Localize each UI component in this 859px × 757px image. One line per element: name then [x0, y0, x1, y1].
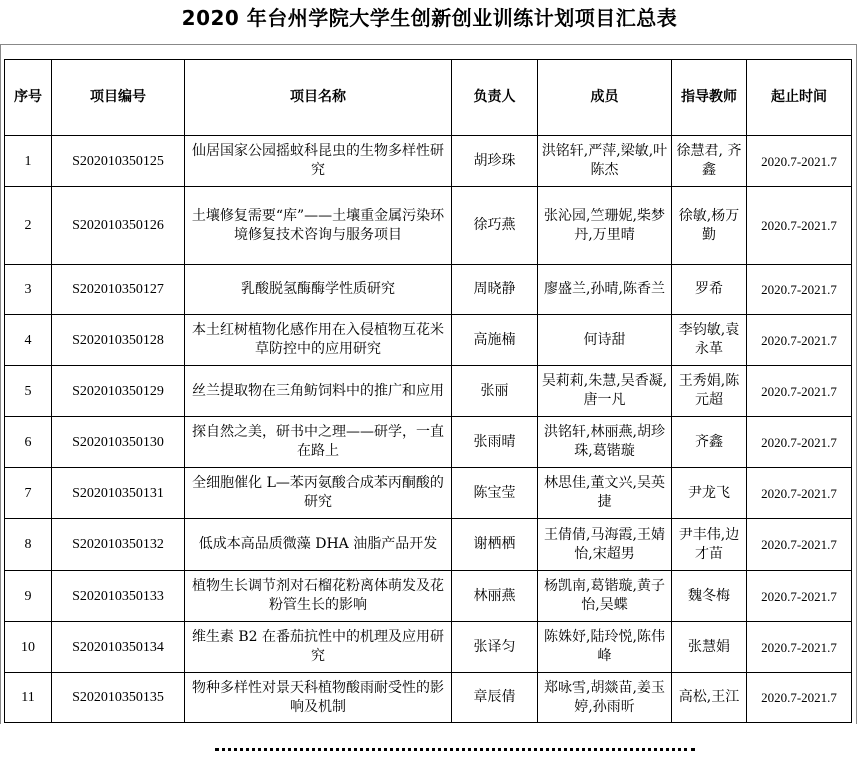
page-title: 2020 年台州学院大学生创新创业训练计划项目汇总表 [181, 6, 678, 30]
cell-name: 植物生长调节剂对石榴花粉离体萌发及花粉管生长的影响 [185, 571, 452, 622]
cell-leader: 章辰倩 [452, 673, 538, 723]
header-advisor: 指导教师 [672, 60, 747, 136]
table-row [5, 366, 852, 417]
cell-idx: 4 [5, 315, 52, 366]
header-leader: 负责人 [452, 60, 538, 136]
cell-advisor: 李钧敏,袁永革 [672, 315, 747, 366]
cell-advisor: 魏冬梅 [672, 571, 747, 622]
cell-period: 2020.7-2021.7 [747, 622, 852, 673]
cell-idx: 5 [5, 366, 52, 417]
cell-code: S202010350131 [52, 468, 185, 519]
cell-idx: 8 [5, 519, 52, 571]
table-row [5, 187, 852, 265]
cropped-next-title [0, 740, 859, 754]
cell-idx: 1 [5, 136, 52, 187]
cell-members: 张沁园,竺珊妮,柴梦丹,万里晴 [538, 187, 672, 265]
cell-members: 林思佳,董文兴,吴英捷 [538, 468, 672, 519]
table-row [5, 468, 852, 519]
cell-period: 2020.7-2021.7 [747, 468, 852, 519]
cell-members: 洪铭轩,严萍,梁敏,叶陈杰 [538, 136, 672, 187]
cell-idx: 3 [5, 265, 52, 315]
cell-period: 2020.7-2021.7 [747, 571, 852, 622]
table-row [5, 315, 852, 366]
cell-leader: 高施楠 [452, 315, 538, 366]
table-row [5, 673, 852, 723]
cell-advisor: 徐慧君, 齐 鑫 [672, 136, 747, 187]
cell-name: 乳酸脱氢酶酶学性质研究 [185, 265, 452, 315]
cell-members: 何诗甜 [538, 315, 672, 366]
cell-advisor: 尹龙飞 [672, 468, 747, 519]
table-row [5, 571, 852, 622]
cell-period: 2020.7-2021.7 [747, 136, 852, 187]
cell-name: 探自然之美，研书中之理——研学，一直在路上 [185, 417, 452, 468]
cell-code: S202010350133 [52, 571, 185, 622]
cell-advisor: 尹丰伟,边才苗 [672, 519, 747, 571]
cell-period: 2020.7-2021.7 [747, 673, 852, 723]
cell-name: 物种多样性对景天科植物酸雨耐受性的影响及机制 [185, 673, 452, 723]
cell-leader: 张译匀 [452, 622, 538, 673]
cell-leader: 陈宝莹 [452, 468, 538, 519]
cell-members: 陈姝妤,陆玲悦,陈伟峰 [538, 622, 672, 673]
cell-idx: 6 [5, 417, 52, 468]
cell-advisor: 张慧娟 [672, 622, 747, 673]
cell-code: S202010350132 [52, 519, 185, 571]
header-name: 项目名称 [185, 60, 452, 136]
table-row [5, 136, 852, 187]
cell-name: 土壤修复需要“库”——土壤重金属污染环境修复技术咨询与服务项目 [185, 187, 452, 265]
cell-leader: 张雨晴 [452, 417, 538, 468]
cell-leader: 徐巧燕 [452, 187, 538, 265]
cell-period: 2020.7-2021.7 [747, 265, 852, 315]
table-row [5, 417, 852, 468]
cell-code: S202010350127 [52, 265, 185, 315]
cell-advisor: 齐鑫 [672, 417, 747, 468]
cell-idx: 11 [5, 673, 52, 723]
cell-leader: 林丽燕 [452, 571, 538, 622]
cell-idx: 7 [5, 468, 52, 519]
cropped-text-strip [215, 748, 695, 757]
cell-code: S202010350125 [52, 136, 185, 187]
cell-code: S202010350134 [52, 622, 185, 673]
table-row [5, 519, 852, 571]
header-code: 项目编号 [52, 60, 185, 136]
cell-leader: 谢栖栖 [452, 519, 538, 571]
cell-code: S202010350135 [52, 673, 185, 723]
cell-leader: 张丽 [452, 366, 538, 417]
cell-advisor: 高松,王江 [672, 673, 747, 723]
cell-name: 维生素 B2 在番茄抗性中的机理及应用研究 [185, 622, 452, 673]
cell-leader: 周晓静 [452, 265, 538, 315]
cell-advisor: 王秀娟,陈元超 [672, 366, 747, 417]
cell-code: S202010350128 [52, 315, 185, 366]
cell-idx: 2 [5, 187, 52, 265]
cell-period: 2020.7-2021.7 [747, 366, 852, 417]
header-idx: 序号 [5, 60, 52, 136]
cell-period: 2020.7-2021.7 [747, 417, 852, 468]
cell-advisor: 罗希 [672, 265, 747, 315]
cell-advisor: 徐敏,杨万勤 [672, 187, 747, 265]
cell-members: 吴莉莉,朱慧,吴香凝,唐一凡 [538, 366, 672, 417]
cell-period: 2020.7-2021.7 [747, 519, 852, 571]
cell-members: 王倩倩,马海霞,王婧怡,宋超男 [538, 519, 672, 571]
header-period: 起止时间 [747, 60, 852, 136]
project-table [4, 59, 852, 723]
cell-name: 全细胞催化 L—苯丙氨酸合成苯丙酮酸的研究 [185, 468, 452, 519]
cell-period: 2020.7-2021.7 [747, 315, 852, 366]
cell-idx: 10 [5, 622, 52, 673]
table-row [5, 265, 852, 315]
cell-members: 郑咏雪,胡燚苗,姜玉婷,孙雨昕 [538, 673, 672, 723]
cell-name: 丝兰提取物在三角鲂饲料中的推广和应用 [185, 366, 452, 417]
cell-name: 低成本高品质微藻 DHA 油脂产品开发 [185, 519, 452, 571]
header-members: 成员 [538, 60, 672, 136]
cell-members: 洪铭轩,林丽燕,胡珍珠,葛锴璇 [538, 417, 672, 468]
cell-members: 廖盛兰,孙晴,陈香兰 [538, 265, 672, 315]
cell-leader: 胡珍珠 [452, 136, 538, 187]
cell-period: 2020.7-2021.7 [747, 187, 852, 265]
cell-code: S202010350129 [52, 366, 185, 417]
cell-name: 仙居国家公园摇蚊科昆虫的生物多样性研究 [185, 136, 452, 187]
cell-name: 本土红树植物化感作用在入侵植物互花米草防控中的应用研究 [185, 315, 452, 366]
cell-members: 杨凯南,葛锴璇,黄子怡,吴蝶 [538, 571, 672, 622]
cell-code: S202010350130 [52, 417, 185, 468]
table-row [5, 622, 852, 673]
header-row [5, 60, 852, 136]
cell-idx: 9 [5, 571, 52, 622]
cell-code: S202010350126 [52, 187, 185, 265]
